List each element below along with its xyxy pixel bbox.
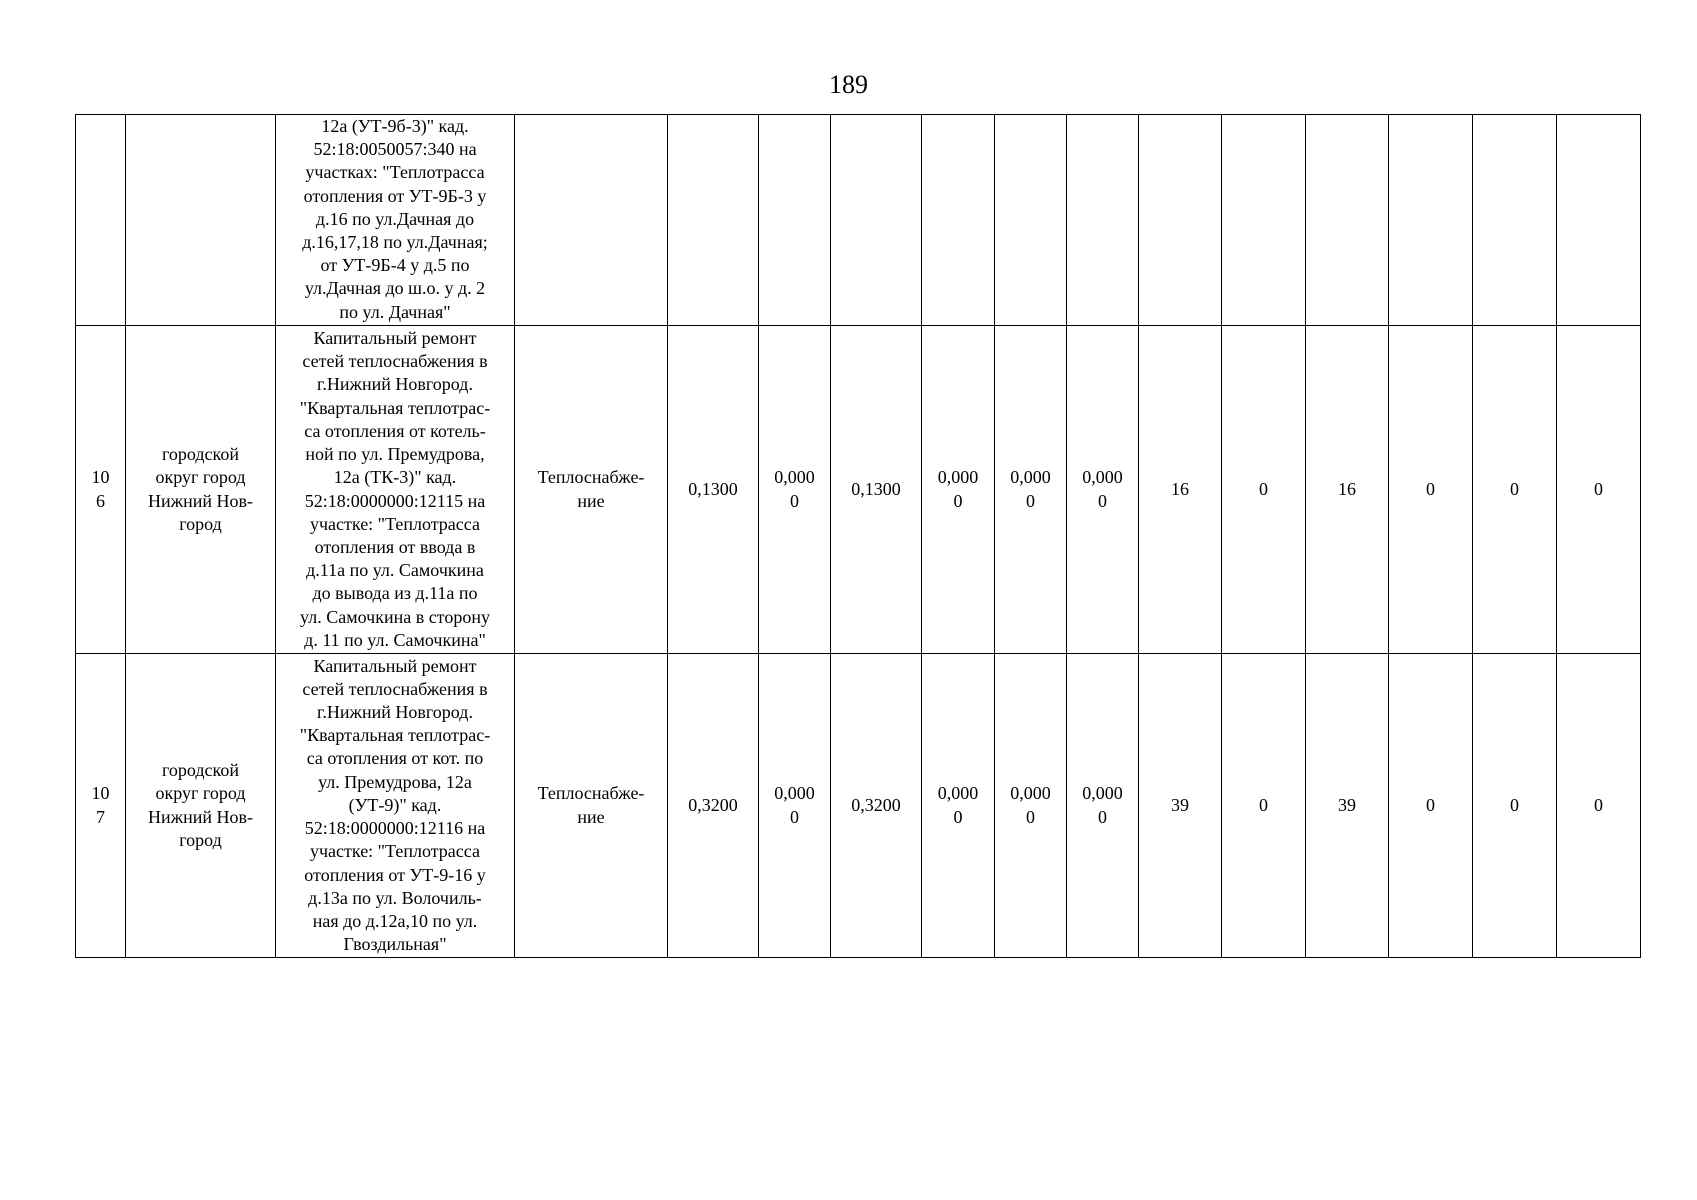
cell-c8: 0	[1222, 654, 1306, 958]
cell-c8: 0	[1222, 326, 1306, 654]
cell-c1: 0,1300	[668, 326, 759, 654]
cell-c12: 0	[1557, 326, 1641, 654]
cell-c3	[831, 115, 922, 326]
cell-c9	[1306, 115, 1389, 326]
data-table	[75, 114, 1641, 958]
cell-c3: 0,3200	[831, 654, 922, 958]
cell-c10: 0	[1389, 326, 1473, 654]
cell-c2: 0,000 0	[759, 654, 831, 958]
cell-municipality: городской округ город Нижний Нов- город	[126, 654, 276, 958]
cell-c5: 0,000 0	[995, 326, 1067, 654]
cell-c4: 0,000 0	[922, 326, 995, 654]
cell-c9: 39	[1306, 654, 1389, 958]
cell-c5: 0,000 0	[995, 654, 1067, 958]
cell-num: 10 6	[76, 326, 126, 654]
page-number: 189	[829, 70, 868, 99]
cell-c7	[1139, 115, 1222, 326]
cell-c10: 0	[1389, 654, 1473, 958]
cell-type: Теплоснабже- ние	[515, 654, 668, 958]
cell-c1	[668, 115, 759, 326]
cell-type: Теплоснабже- ние	[515, 326, 668, 654]
cell-c12: 0	[1557, 654, 1641, 958]
cell-c3: 0,1300	[831, 326, 922, 654]
cell-c12	[1557, 115, 1641, 326]
cell-c8	[1222, 115, 1306, 326]
cell-c4: 0,000 0	[922, 654, 995, 958]
cell-c11: 0	[1473, 326, 1557, 654]
table-row	[76, 115, 1641, 326]
cell-municipality: городской округ город Нижний Нов- город	[126, 326, 276, 654]
cell-c5	[995, 115, 1067, 326]
cell-c2	[759, 115, 831, 326]
cell-num: 10 7	[76, 654, 126, 958]
cell-c6	[1067, 115, 1139, 326]
cell-description: 12а (УТ-9б-3)" кад. 52:18:0050057:340 на участках: "Теплотрасса отопления от УТ-9Б-3 у д.16 по ул.Дачная до д.16,17,18 по ул.Дачная; от УТ-9Б-4 у д.5 по ул.Дачная до ш.о. у д. 2 по ул. Дачная"	[276, 115, 515, 326]
cell-c6: 0,000 0	[1067, 326, 1139, 654]
cell-c1: 0,3200	[668, 654, 759, 958]
cell-c9: 16	[1306, 326, 1389, 654]
cell-c7: 16	[1139, 326, 1222, 654]
cell-c7: 39	[1139, 654, 1222, 958]
cell-c11	[1473, 115, 1557, 326]
cell-c2: 0,000 0	[759, 326, 831, 654]
cell-municipality	[126, 115, 276, 326]
cell-description: Капитальный ремонт сетей теплоснабжения в г.Нижний Новгород. "Квартальная теплотрас- са отопления от котель- ной по ул. Премудрова, 12а (ТК-3)" кад. 52:18:0000000:12115 на участке: "Теплотрасса отопления от ввода в д.11а по ул. Самочкина до вывода из д.11а по ул. Самочкина в сторону д. 11 по ул. Самочкина"	[276, 326, 515, 654]
table-row	[76, 654, 1641, 958]
cell-c4	[922, 115, 995, 326]
cell-c10	[1389, 115, 1473, 326]
cell-num	[76, 115, 126, 326]
cell-c6: 0,000 0	[1067, 654, 1139, 958]
cell-description: Капитальный ремонт сетей теплоснабжения в г.Нижний Новгород. "Квартальная теплотрас- са отопления от кот. по ул. Премудрова, 12а (УТ-9)" кад. 52:18:0000000:12116 на участке: "Теплотрасса отопления от УТ-9-16 у д.13а по ул. Волочиль- ная до д.12а,10 по ул. Гвоздильная"	[276, 654, 515, 958]
cell-c11: 0	[1473, 654, 1557, 958]
table-row	[76, 326, 1641, 654]
cell-type	[515, 115, 668, 326]
